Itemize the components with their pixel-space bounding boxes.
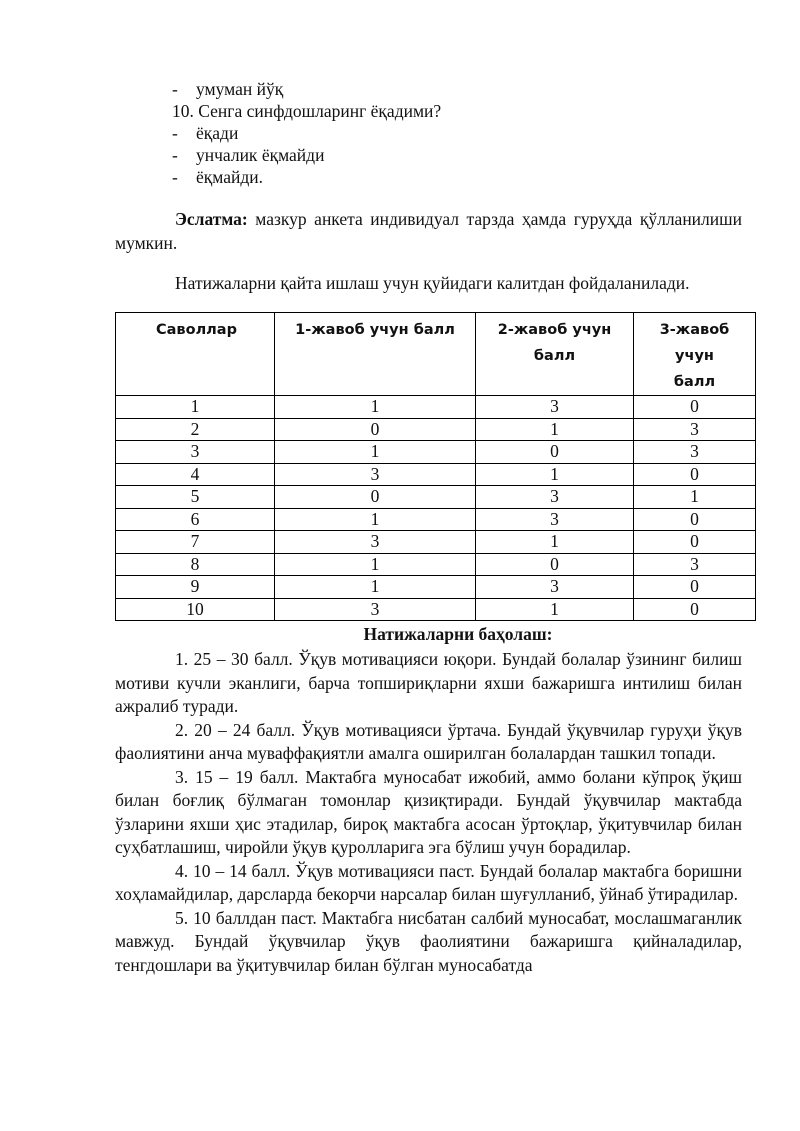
table-row [116, 418, 756, 441]
option-dash: - [172, 145, 178, 165]
table-cell: 3 [476, 396, 634, 419]
table-cell: 0 [634, 598, 756, 621]
table-cell: 3 [275, 463, 476, 486]
option-text: ёқади [196, 123, 239, 143]
table-cell: 3 [634, 553, 756, 576]
table-cell: 0 [634, 463, 756, 486]
option-text: умуман йўқ [196, 79, 284, 99]
results-list [115, 648, 742, 977]
question-10: 10. Сенга синфдошларинг ёқадими? [172, 101, 442, 121]
table-cell: 0 [634, 531, 756, 554]
header-questions: Саволлар [116, 313, 275, 396]
header-answer-3: 3-жавоб учун балл [634, 313, 756, 396]
table-cell: 1 [476, 463, 634, 486]
option-dash: - [172, 79, 178, 99]
table-cell: 5 [116, 486, 275, 509]
table-cell: 3 [116, 441, 275, 464]
table-cell: 3 [476, 486, 634, 509]
table-row [116, 553, 756, 576]
table-cell: 1 [275, 441, 476, 464]
table-cell: 1 [116, 396, 275, 419]
answer-option [172, 122, 238, 144]
table-cell: 3 [634, 418, 756, 441]
note-paragraph [115, 208, 742, 255]
table-cell: 0 [634, 508, 756, 531]
table-cell: 1 [476, 598, 634, 621]
table-cell: 8 [116, 553, 275, 576]
table-cell: 10 [116, 598, 275, 621]
table-cell: 1 [275, 508, 476, 531]
table-cell: 0 [634, 576, 756, 599]
table-cell: 0 [275, 486, 476, 509]
table-row [116, 508, 756, 531]
option-dash: - [172, 167, 178, 187]
result-paragraph: 5. 10 баллдан паст. Мактабга нисбатан салбий муносабат, мослашмаганлик мавжуд. Бундай ўқувчилар ўқув фаолиятини бажаришга қийналадилар, тенгдошлари ва ўқитувчилар билан бўлган муносабатда [115, 907, 742, 975]
table-row [116, 486, 756, 509]
table-cell: 3 [476, 508, 634, 531]
result-paragraph: 4. 10 – 14 балл. Ўқув мотивацияси паст. Бундай болалар мактабга боришни хоҳламайдилар, дарсларда бекорчи нарсалар билан шуғулланиб, ўйнаб ўтирадилар. [115, 860, 742, 904]
table-cell: 0 [634, 396, 756, 419]
key-intro: Натижаларни қайта ишлаш учун қуйидаги калитдан фойдаланилади. [175, 273, 690, 293]
table-cell: 3 [275, 598, 476, 621]
table-row [116, 396, 756, 419]
table-cell: 3 [275, 531, 476, 554]
table-cell: 1 [476, 418, 634, 441]
table-row [116, 531, 756, 554]
table-cell: 1 [275, 576, 476, 599]
header-answer-1: 1-жавоб учун балл [275, 313, 476, 396]
table-cell: 0 [476, 441, 634, 464]
option-dash: - [172, 123, 178, 143]
table-row [116, 441, 756, 464]
table-cell: 3 [476, 576, 634, 599]
table-cell: 7 [116, 531, 275, 554]
results-heading: Натижаларни баҳолаш: [363, 624, 553, 644]
answer-option [172, 78, 283, 100]
table-cell: 4 [116, 463, 275, 486]
scoring-key-table [115, 312, 756, 621]
table-cell: 0 [275, 418, 476, 441]
result-paragraph: 1. 25 – 30 балл. Ўқув мотивацияси юқори. Бундай болалар ўзининг билиш мотиви кучли эканлиги, барча топшириқларни яхши бажаришга интилиш билан ажралиб туради. [115, 649, 742, 716]
answer-option [172, 144, 324, 166]
note-label: Эслатма: [175, 209, 248, 229]
result-paragraph: 2. 20 – 24 балл. Ўқув мотивацияси ўртача. Бундай ўқувчилар гуруҳи ўқув фаолиятини анча муваффақиятли амалга оширилган болалардан ташкил топади. [115, 719, 742, 763]
note-text: мазкур анкета индивидуал тарзда ҳамда гуруҳда қўлланилиши мумкин. [115, 209, 742, 253]
result-paragraph: 3. 15 – 19 балл. Мактабга муносабат ижобий, аммо болани кўпроқ ўқиш билан боғлиқ бўлмаган томонлар қизиқтиради. Бундай ўқувчилар мактабда ўзларини яхши ҳис этадилар, бироқ мактабга асосан ўртоқлар, ўқитувчилар билан суҳбатлашиш, чиройли ўқув қуролларига эга бўлиш учун борадилар. [115, 766, 742, 857]
table-cell: 1 [476, 531, 634, 554]
table-cell: 1 [634, 486, 756, 509]
table-cell: 0 [476, 553, 634, 576]
table-cell: 3 [634, 441, 756, 464]
table-row [116, 463, 756, 486]
option-text: унчалик ёқмайди [196, 145, 325, 165]
table-cell: 6 [116, 508, 275, 531]
option-text: ёқмайди. [196, 167, 264, 187]
table-row [116, 598, 756, 621]
table-cell: 1 [275, 396, 476, 419]
table-cell: 2 [116, 418, 275, 441]
header-answer-2: 2-жавоб учун балл [476, 313, 634, 396]
table-header-row [116, 313, 756, 396]
table-cell: 9 [116, 576, 275, 599]
answer-option [172, 166, 263, 188]
table-cell: 1 [275, 553, 476, 576]
table-row [116, 576, 756, 599]
